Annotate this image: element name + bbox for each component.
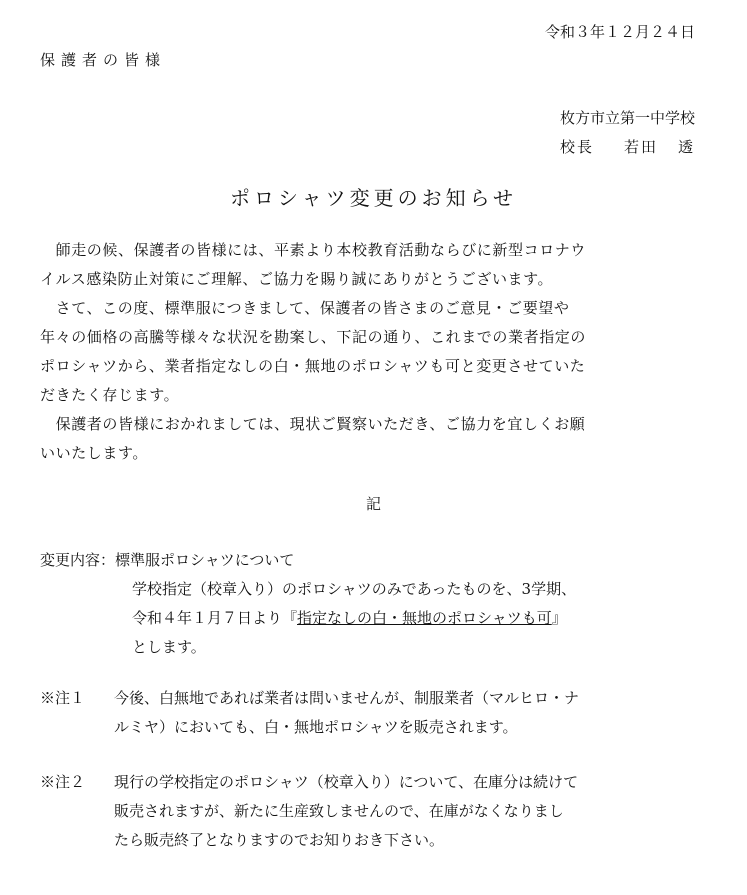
school-name: 枚方市立第一中学校 — [559, 109, 695, 127]
change-line2-pre: 令和４年１月７日より『 — [132, 609, 298, 627]
body-line: いいたします。 — [40, 444, 149, 462]
body-line: 年々の価格の高騰等様々な状況を勘案し、下記の通り、これまでの業者指定の — [40, 328, 587, 346]
note-row — [40, 768, 705, 797]
document-date: 令和３年１２月２４日 — [544, 23, 695, 41]
change-line: とします。 — [132, 638, 206, 656]
note-row — [40, 713, 705, 742]
note-line: 販売されますが、新たに生産致しませんので、在庫がなくなりまし — [114, 802, 564, 820]
body-line: イルス感染防止対策にご理解、ご協力を賜り誠にありがとうございます。 — [40, 270, 554, 288]
note-1 — [40, 684, 705, 742]
change-label: 変更内容： — [40, 551, 116, 569]
note-row — [40, 826, 705, 855]
body-line: 保護者の皆様におかれましては、現状ご賢察いただき、ご協力を宜しくお願 — [40, 415, 586, 433]
principal-signature — [560, 133, 695, 162]
note-line: 今後、白無地であれば業者は問いませんが、制服業者（マルヒロ・ナ — [114, 689, 580, 707]
body-line: さて、この度、標準服につきまして、保護者の皆さまのご意見・ご要望や — [40, 299, 570, 317]
ki-heading: 記 — [365, 495, 381, 513]
note-label: ※注１ — [40, 689, 86, 707]
principal-given-name: 透 — [677, 138, 695, 156]
change-line2-post: 』 — [551, 609, 567, 627]
note-line: たら販売終了となりますのでお知りおき下さい。 — [114, 831, 445, 849]
body-line: だきたく存じます。 — [40, 386, 180, 404]
note-line: ルミヤ）においても、白・無地ポロシャツを販売されます。 — [114, 718, 518, 736]
change-heading: 標準服ポロシャツについて — [115, 551, 295, 569]
note-row — [40, 684, 705, 713]
change-heading-row — [40, 546, 705, 575]
body-text — [40, 236, 705, 468]
change-line2-emphasis: 指定なしの白・無地のポロシャツも可 — [297, 609, 552, 627]
change-line-emphasis — [40, 604, 705, 633]
body-line: 師走の候、保護者の皆様には、平素より本校教育活動ならびに新型コロナウ — [40, 241, 587, 259]
note-label: ※注２ — [40, 773, 86, 791]
principal-title: 校長 — [559, 138, 594, 156]
body-line: ポロシャツから、業者指定なしの白・無地のポロシャツも可と変更させていた — [40, 357, 586, 375]
change-details — [40, 546, 705, 662]
document-title: ポロシャツ変更のお知らせ — [230, 186, 517, 210]
principal-surname: 若田 — [623, 138, 658, 156]
note-row — [40, 797, 705, 826]
note-line: 現行の学校指定のポロシャツ（校章入り）について、在庫分は続けて — [114, 773, 579, 791]
note-2 — [40, 768, 705, 855]
change-line: 学校指定（校章入り）のポロシャツのみであったものを、3学期、 — [132, 580, 577, 598]
addressee: 保護者の皆様 — [40, 51, 167, 69]
